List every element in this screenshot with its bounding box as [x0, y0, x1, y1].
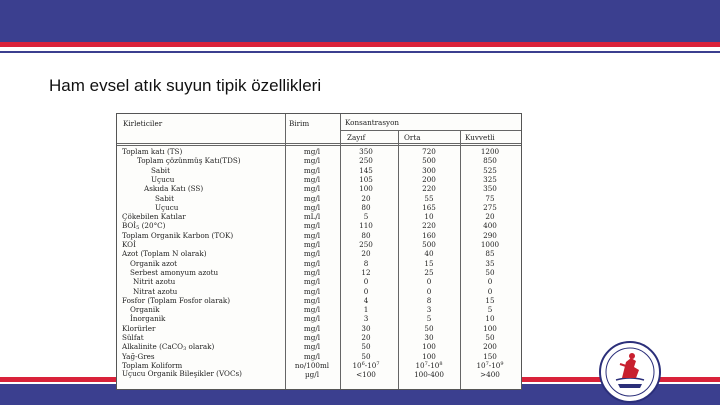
row-strong: $10^7-10^9$: [476, 360, 504, 370]
row-weak: 350: [359, 147, 373, 156]
row-weak: 0: [363, 286, 369, 296]
row-medium: 55: [424, 193, 434, 203]
row-weak: 50: [361, 351, 371, 361]
row-label: Toplam Organik Karbon (TOK): [122, 230, 234, 240]
row-strong: 1000: [480, 240, 500, 249]
header-strong: Kuvvetli: [465, 133, 495, 142]
table-row: [117, 333, 522, 342]
row-medium: $10^7-10^8$: [415, 360, 443, 370]
row-unit: no/100ml: [294, 360, 330, 370]
table-row: [117, 287, 522, 296]
table-row: [117, 194, 522, 203]
row-medium: 0: [426, 277, 432, 287]
row-label: Klorürler: [122, 323, 156, 333]
row-weak: <100: [356, 370, 376, 380]
row-medium: 50: [424, 323, 434, 333]
row-unit: mg/l: [303, 305, 321, 315]
row-label: Çökebilen Katılar: [122, 212, 186, 222]
row-label: Toplam Koliform: [122, 360, 183, 370]
row-unit: mg/l: [303, 342, 321, 352]
row-medium: 160: [422, 230, 436, 240]
row-unit: mg/l: [303, 193, 321, 203]
row-weak: 4: [363, 295, 369, 305]
table-row: [117, 268, 522, 277]
table-row: [117, 305, 522, 314]
row-label: Nitrit azotu: [133, 277, 176, 287]
row-weak: 8: [363, 258, 369, 268]
table-row: [117, 166, 522, 175]
university-logo-icon: [598, 340, 662, 404]
row-unit: mg/l: [303, 221, 321, 231]
row-unit: mg/l: [303, 277, 321, 287]
header-pollutants: Kirleticiler: [123, 119, 163, 128]
row-medium: 500: [422, 240, 436, 249]
row-label: Sabit: [151, 165, 170, 175]
table-row: [117, 296, 522, 305]
row-weak: 250: [359, 156, 373, 166]
row-label: Fosfor (Toplam Fosfor olarak): [122, 295, 231, 305]
row-unit: mg/l: [303, 184, 321, 194]
row-unit: mg/l: [303, 147, 321, 156]
row-strong: 275: [483, 202, 497, 212]
row-weak: 250: [359, 240, 373, 249]
table-row: [117, 203, 522, 212]
row-label: Sülfat: [122, 333, 144, 342]
row-unit: mg/l: [303, 295, 321, 305]
row-medium: 30: [424, 333, 434, 342]
row-weak: 80: [361, 202, 371, 212]
row-weak: 5: [363, 212, 369, 222]
row-unit: mg/l: [303, 249, 321, 259]
row-unit: mg/l: [303, 165, 321, 175]
row-weak: 145: [359, 165, 373, 175]
row-weak: 105: [359, 174, 373, 184]
table-row: [117, 156, 522, 165]
row-strong: 400: [483, 221, 497, 231]
row-strong: 150: [483, 351, 497, 361]
row-label: Askıda Katı (SS): [144, 184, 204, 194]
row-weak: 12: [361, 267, 371, 277]
row-strong: 525: [483, 165, 497, 175]
row-label: Serbest amonyum azotu: [130, 267, 219, 277]
row-strong: 850: [483, 156, 497, 166]
table-row: [117, 277, 522, 286]
row-weak: 100: [359, 184, 373, 194]
table-row: [117, 324, 522, 333]
row-medium: 100: [422, 342, 436, 352]
row-weak: 50: [361, 342, 371, 352]
header-concentration: Konsantrasyon: [345, 118, 400, 127]
row-medium: 5: [426, 314, 432, 324]
row-weak: 110: [359, 221, 373, 231]
table-row: [117, 352, 522, 361]
row-unit: mg/l: [303, 286, 321, 296]
row-weak: 1: [363, 305, 369, 315]
header-thin-stripe: [0, 51, 720, 53]
row-strong: 50: [485, 267, 495, 277]
row-unit: mg/l: [303, 351, 321, 361]
row-medium: 100-400: [414, 370, 444, 380]
row-medium: 10: [424, 212, 434, 222]
row-medium: 300: [422, 165, 436, 175]
row-unit: mg/l: [303, 202, 321, 212]
table-row: [117, 231, 522, 240]
table-row: [117, 314, 522, 323]
row-strong: 85: [485, 249, 495, 259]
row-label: KOİ: [122, 240, 136, 249]
row-unit: mg/l: [303, 323, 321, 333]
slide-title: Ham evsel atık suyun tipik özellikleri: [49, 76, 322, 95]
row-medium: 3: [426, 305, 432, 315]
row-strong: >400: [480, 370, 500, 380]
row-unit: mL/l: [303, 212, 321, 222]
row-unit: mg/l: [303, 230, 321, 240]
header-unit: Birim: [289, 119, 310, 128]
row-strong: 325: [483, 174, 497, 184]
header-band: [0, 0, 720, 42]
table-row: [117, 240, 522, 249]
row-label: Organik azot: [130, 258, 178, 268]
row-medium: 220: [422, 221, 436, 231]
row-unit: mg/l: [303, 314, 321, 324]
row-label: Sabit: [155, 193, 174, 203]
row-label: Organik: [130, 305, 160, 315]
row-medium: 100: [422, 351, 436, 361]
table-row: [117, 184, 522, 193]
row-weak: 20: [361, 249, 371, 259]
table-row: [117, 147, 522, 156]
row-unit: mg/l: [303, 156, 321, 166]
row-unit: mg/l: [303, 240, 321, 249]
row-strong: 15: [485, 295, 495, 305]
row-strong: 0: [487, 286, 493, 296]
table-row: [117, 342, 522, 351]
row-weak: $10^6-10^7$: [352, 360, 380, 370]
table-row: [117, 212, 522, 221]
row-medium: 0: [426, 286, 432, 296]
row-strong: 20: [485, 212, 495, 222]
row-strong: 0: [487, 277, 493, 287]
row-label: Toplam katı (TS): [122, 147, 183, 156]
row-strong: 35: [485, 258, 495, 268]
row-label: $BOİ_5$ (20°C): [122, 221, 166, 232]
row-strong: 1200: [480, 147, 500, 156]
row-strong: 100: [483, 323, 497, 333]
row-divider: [117, 145, 522, 146]
table-row: [117, 249, 522, 258]
row-medium: 220: [422, 184, 436, 194]
row-weak: 80: [361, 230, 371, 240]
row-medium: 25: [424, 267, 434, 277]
table-row: [117, 259, 522, 268]
table-row: [117, 370, 522, 388]
row-medium: 165: [422, 202, 436, 212]
row-weak: 20: [361, 333, 371, 342]
row-weak: 30: [361, 323, 371, 333]
row-unit: mg/l: [303, 267, 321, 277]
row-medium: 8: [426, 295, 432, 305]
header-medium: Orta: [404, 133, 421, 142]
row-medium: 15: [424, 258, 434, 268]
row-label: Uçucu: [151, 174, 175, 184]
row-label: Alkalinite (CaCO$_3$ olarak): [122, 342, 215, 353]
row-label: Uçucu: [155, 202, 179, 212]
row-unit: mg/l: [303, 174, 321, 184]
row-label: Uçucu Organik Bileşikler (VOCs): [122, 369, 242, 379]
table-row: [117, 221, 522, 230]
row-label: Toplam çözünmüş Katı(TDS): [137, 156, 241, 166]
row-label: İnorganik: [130, 314, 166, 324]
row-strong: 10: [485, 314, 495, 324]
row-unit: µg/l: [305, 370, 319, 380]
row-weak: 0: [363, 277, 369, 287]
row-unit: mg/l: [303, 333, 321, 342]
row-medium: 40: [424, 249, 434, 259]
row-unit: mg/l: [303, 258, 321, 268]
row-label: Nitrat azotu: [133, 286, 178, 296]
row-strong: 50: [485, 333, 495, 342]
header-weak: Zayıf: [347, 133, 366, 142]
row-strong: 200: [483, 342, 497, 352]
row-weak: 20: [361, 193, 371, 203]
table-row: [117, 175, 522, 184]
row-strong: 75: [485, 193, 495, 203]
row-strong: 290: [483, 230, 497, 240]
row-medium: 500: [422, 156, 436, 166]
row-label: Yağ-Gres: [122, 351, 155, 361]
row-divider: [340, 130, 522, 131]
row-weak: 3: [363, 314, 369, 324]
row-label: Azot (Toplam N olarak): [122, 249, 207, 259]
row-medium: 200: [422, 174, 436, 184]
wastewater-table: [116, 113, 522, 390]
row-divider: [117, 143, 522, 144]
row-medium: 720: [422, 147, 436, 156]
row-strong: 5: [487, 305, 493, 315]
row-strong: 350: [483, 184, 497, 194]
